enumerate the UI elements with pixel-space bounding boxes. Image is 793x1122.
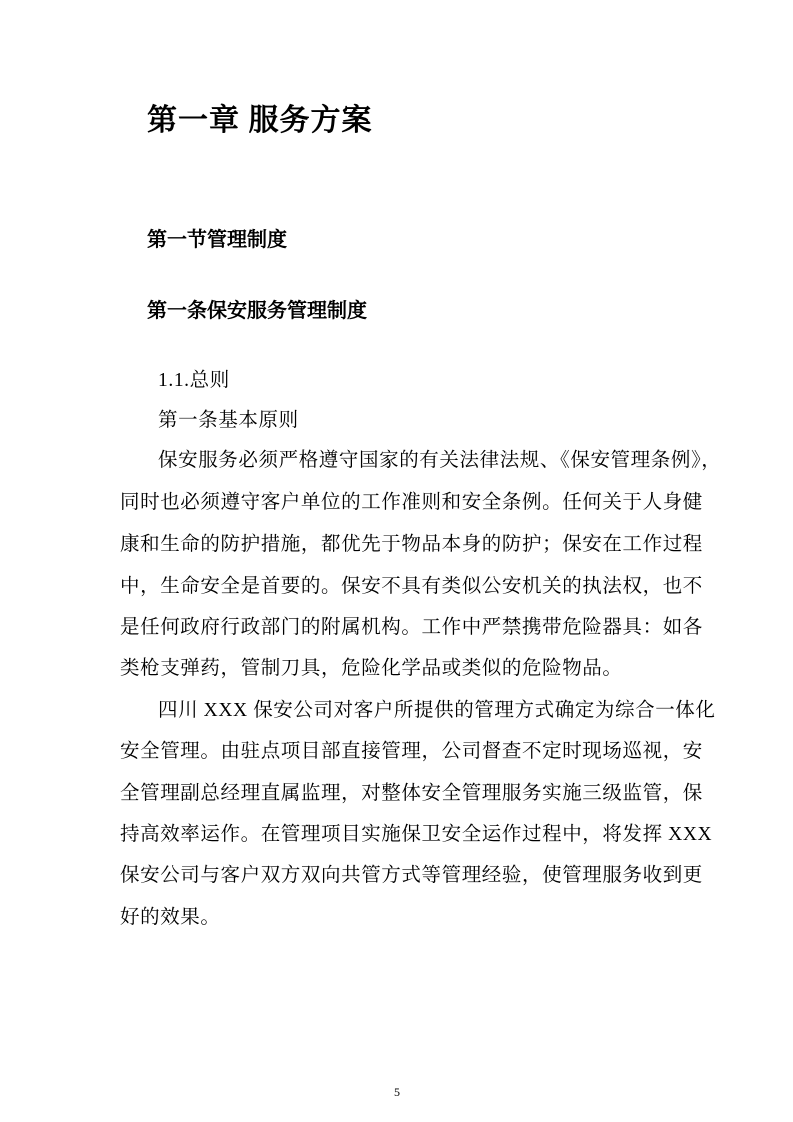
text-line: 保安服务必须严格遵守国家的有关法律法规、《保安管理条例》， (158, 450, 722, 471)
text-line: 全管理副总经理直属监理，对整体安全管理服务实施三级监管，保 (120, 783, 703, 804)
principle-heading: 第一条基本原则 (158, 410, 299, 431)
chapter-title: 第一章 服务方案 (147, 104, 373, 137)
text-line: 同时也必须遵守客户单位的工作准则和安全条例。任何关于人身健 (120, 492, 703, 513)
page-number: 5 (394, 1085, 400, 1099)
text-line: 中，生命安全是首要的。保安不具有类似公安机关的执法权，也不 (120, 576, 703, 597)
section-title: 第一节管理制度 (147, 229, 287, 251)
text-line: 安全管理。由驻点项目部直接管理，公司督查不定时现场巡视，安 (120, 741, 703, 762)
text-line: 保安公司与客户双方双向共管方式等管理经验，使管理服务收到更 (120, 865, 703, 886)
text-line: 是任何政府行政部门的附属机构。工作中严禁携带危险器具：如各 (120, 617, 703, 638)
article-title: 第一条保安服务管理制度 (147, 300, 367, 322)
text-line: 持高效率运作。在管理项目实施保卫安全运作过程中，将发挥 XXX (120, 824, 713, 845)
text-line: 四川 XXX 保安公司对客户所提供的管理方式确定为综合一体化 (158, 700, 716, 721)
subsection-heading: 1.1.总则 (158, 370, 230, 391)
text-line: 康和生命的防护措施，都优先于物品本身的防护；保安在工作过程 (120, 534, 703, 555)
text-line: 类枪支弹药，管制刀具，危险化学品或类似的危险物品。 (120, 658, 623, 679)
text-line: 好的效果。 (120, 907, 221, 928)
